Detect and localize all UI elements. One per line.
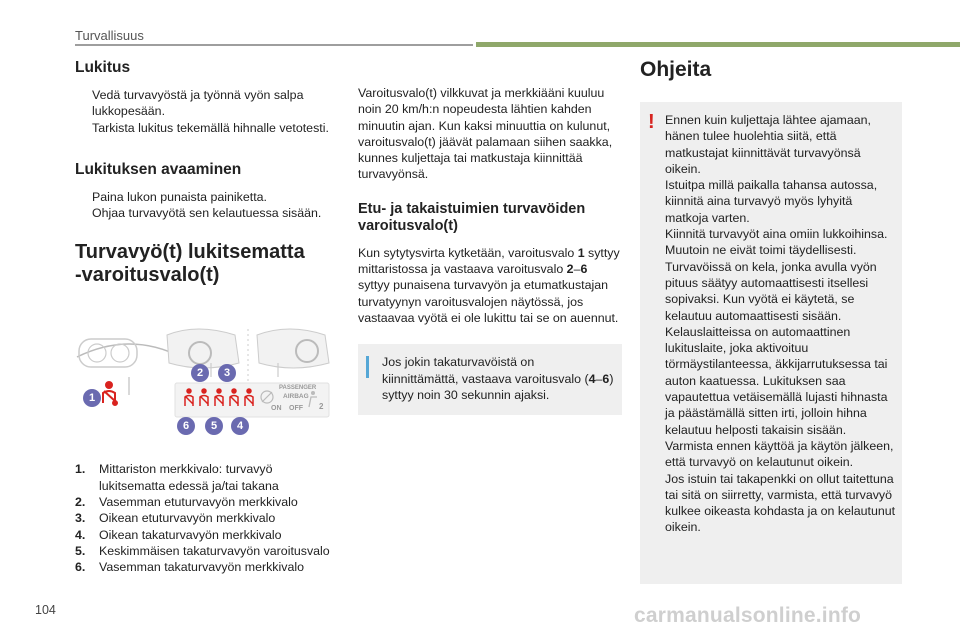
warning-box (640, 102, 902, 584)
warning-exclamation-icon: ! (648, 111, 655, 133)
warning-paragraph: Varmista ennen käyttöä ja käytön jälkeen, että turvavyö on kelautunut oikein. (665, 438, 894, 470)
body-paragraph: Kun sytytysvirta kytketään, varoitusvalo 1 syttyy mittaristossa ja vastaava varoitusvalo 2–6 syttyy punaisena turvavyön ja etumatkustajan turvatyynyn varoitusvalojen näytössä, jos vastaavaa vyötä ei ole lukittu tai se on auennut. (358, 245, 620, 325)
legend-item: 3. Oikean etuturvavyön merkkivalo (75, 511, 276, 526)
column-left (75, 58, 337, 576)
airbag-count-label: 2 (319, 402, 324, 412)
list-item: Ohjaa turvavyötä sen kelautuessa sisään. (92, 206, 322, 221)
legend-item: 2. Vasemman etuturvavyön merkkivalo (75, 495, 298, 510)
on-label: ON (271, 405, 282, 413)
info-note-text: Jos jokin takaturvavöistä on kiinnittämättä, vastaava varoitusvalo (4–6) syttyy noin 30 sekunnin ajaksi. (382, 355, 614, 402)
callout-3: 3 (218, 364, 236, 382)
callout-1: 1 (83, 389, 101, 407)
info-bar-icon (366, 356, 369, 378)
legend-item: 4. Oikean takaturvavyön merkkivalo (75, 527, 282, 542)
warning-paragraph: Turvavöissä on kela, jonka avulla vyön pituus säätyy automaattisesti itsellesi sopivaksi. Kun vyötä ei käytetä, se kelautuu automaattisesti sisään. (665, 259, 877, 323)
section-title-seatbelt-warnings: Etu- ja takaistuimien turvavöiden varoitusvalo(t) (358, 200, 586, 234)
list-item: Vedä turvavyöstä ja työnnä vyön salpa lukkopesään. (92, 88, 304, 119)
header-rule (75, 44, 473, 46)
header-section-label: Turvallisuus (75, 28, 144, 43)
section-title-lukitus: Lukitus (75, 59, 131, 76)
section-title-avaaminen: Lukituksen avaaminen (75, 160, 242, 178)
callout-5: 5 (205, 417, 223, 435)
list-item: Paina lukon punaista painiketta. (92, 189, 267, 204)
warning-paragraph: Kiinnitä turvavyöt aina omiin lukkoihinsa. Muutoin ne eivät toimi täydellisesti. (665, 227, 888, 258)
off-label: OFF (289, 405, 303, 413)
airbag-label: AIRBAG (283, 393, 309, 401)
warning-paragraph: Jos istuin tai takapenkki on ollut taitettuna tai sitä on siirretty, varmista, että turvavyö kulkee oikeasta kohdasta ja on kelautunut oikein. (665, 471, 896, 535)
callout-4: 4 (231, 417, 249, 435)
intro-paragraph: Varoitusvalo(t) vilkkuvat ja merkkiääni kuuluu noin 20 km/h:n nopeudesta lähtien kahden minuutin ajan. Kun kaksi minuuttia on kulunut, varoitusvalo(t) jäävät palamaan siihen saakka, kunnes kuljettaja tai matkustaja kiinnittää turvavyönsä. (358, 86, 613, 182)
legend-item: 5. Keskimmäisen takaturvavyön varoitusvalo (75, 543, 330, 558)
section-title-warning-lights: Turvavyö(t) lukitsematta -varoitusvalo(t) (75, 241, 305, 287)
legend-item: 6. Vasemman takaturvavyön merkkivalo (75, 560, 304, 575)
column-right (640, 58, 902, 584)
passenger-label: PASSENGER (279, 385, 317, 392)
page-number: 104 (35, 603, 56, 617)
warning-paragraph: Kelauslaitteissa on automaattinen lukituslaite, joka aktivoituu törmäystilanteessa, äkkijarrutuksessa tai auton kaatuessa. Lukituksen saa vapautettua vetäisemällä lujasti hihnasta ja päästämällä sitten irti, jolloin hihna kelautuu helposti takaisin sisään. (665, 324, 888, 437)
warning-paragraph: Istuitpa millä paikalla tahansa autossa, kiinnitä aina turvavyö myös lyhyitä matkoja varten. (665, 178, 878, 225)
info-note (358, 344, 622, 415)
section-title-ohjeita: Ohjeita (640, 58, 712, 81)
watermark-text: carmanualsonline.info (634, 604, 862, 627)
seatbelt-warning-illustration (75, 323, 345, 439)
callout-2: 2 (191, 364, 209, 382)
header-accent-bar (476, 42, 960, 47)
list-item: Tarkista lukitus tekemällä hihnalle vetotesti. (92, 120, 329, 135)
callout-6: 6 (177, 417, 195, 435)
warning-paragraph: Ennen kuin kuljettaja lähtee ajamaan, hänen tulee huolehtia siitä, että matkustajat kiinnittävät turvavyönsä oikein. (665, 113, 871, 176)
column-middle (358, 85, 622, 415)
legend-item: 1. Mittariston merkkivalo: turvavyö lukitsematta edessä ja/tai takana (75, 462, 279, 493)
